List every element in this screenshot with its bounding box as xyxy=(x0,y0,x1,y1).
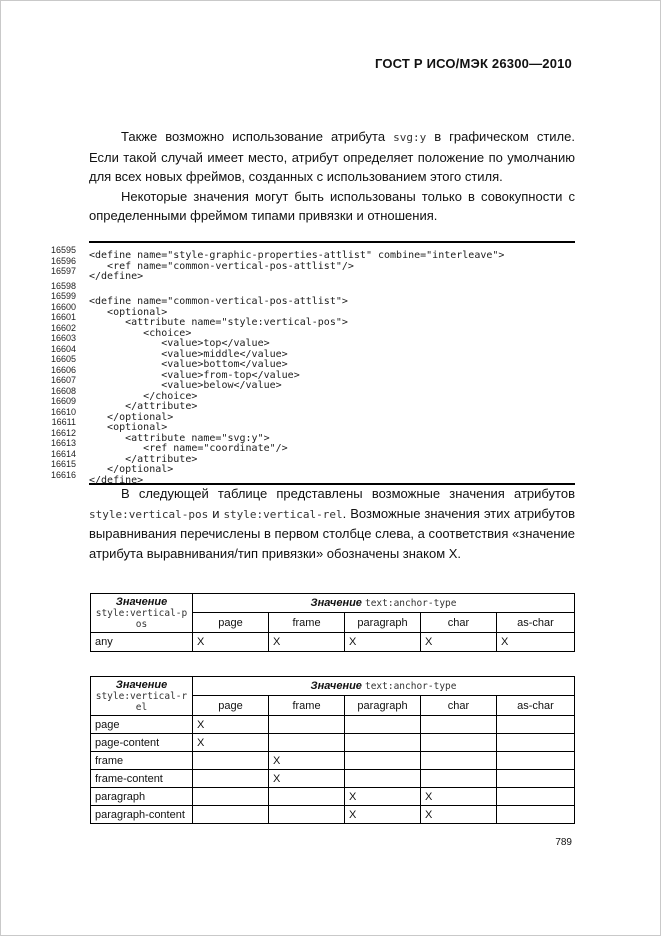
x-mark-cell: X xyxy=(193,633,269,652)
table-corner-header xyxy=(91,594,193,633)
empty-cell xyxy=(345,770,421,788)
x-mark-cell: X xyxy=(269,752,345,770)
column-header-frame: frame xyxy=(269,696,345,716)
code-line-number: 16604 xyxy=(50,343,76,354)
column-header-as-char: as-char xyxy=(497,696,575,716)
empty-cell xyxy=(193,806,269,824)
code-line-text: </attribute> xyxy=(89,401,198,412)
column-header-page: page xyxy=(193,696,269,716)
table-row xyxy=(91,770,575,788)
empty-cell xyxy=(497,752,575,770)
code-line-number: 16603 xyxy=(50,333,76,343)
column-header-paragraph: paragraph xyxy=(345,696,421,716)
inline-code-svg-y: svg:y xyxy=(393,131,427,144)
code-line-text: <ref name="common-vertical-pos-attlist"/> xyxy=(89,260,354,272)
code-line-number: 16608 xyxy=(50,385,76,396)
empty-cell xyxy=(421,770,497,788)
code-line-text: <define name="style-graphic-properties-attlist" combine="interleave"> xyxy=(89,250,505,261)
code-line xyxy=(50,280,575,292)
x-mark-cell: X xyxy=(345,788,421,806)
code-line-number: 16601 xyxy=(50,312,76,322)
anchor-type-span-header xyxy=(193,677,575,696)
table-row xyxy=(91,633,575,652)
x-mark-cell: X xyxy=(345,806,421,824)
empty-cell xyxy=(421,752,497,770)
vertical-rel-anchor-table xyxy=(90,676,575,824)
corner-header-label: Значение xyxy=(115,596,168,608)
code-line-text: <optional> xyxy=(89,422,168,433)
code-line-number: 16611 xyxy=(51,417,76,427)
code-line-number: 16616 xyxy=(50,469,76,480)
x-mark-cell: X xyxy=(421,633,497,652)
table-row xyxy=(91,752,575,770)
empty-cell xyxy=(193,788,269,806)
row-label: paragraph xyxy=(91,788,193,806)
code-line-text: <value>from-top</value> xyxy=(89,369,300,381)
document-header-title: ГОСТ Р ИСО/МЭК 26300—2010 xyxy=(374,56,572,71)
table-row xyxy=(91,788,575,806)
code-line-text: <attribute name="style:vertical-pos"> xyxy=(89,317,348,328)
span-header-label: Значение xyxy=(310,680,365,692)
empty-cell xyxy=(269,788,345,806)
column-header-paragraph: paragraph xyxy=(345,613,421,633)
code-listing xyxy=(50,241,575,486)
code-line-number: 16609 xyxy=(50,396,76,406)
empty-cell xyxy=(345,716,421,734)
empty-cell xyxy=(193,770,269,788)
row-label: any xyxy=(91,633,193,652)
code-line-text: <choice> xyxy=(89,327,192,339)
empty-cell xyxy=(345,734,421,752)
corner-header-attribute: style:vertical-rel xyxy=(95,691,188,713)
code-line-text: <value>bottom</value> xyxy=(89,359,288,370)
row-label: page xyxy=(91,716,193,734)
code-line-text: <value>middle</value> xyxy=(89,348,288,360)
code-line-text: </choice> xyxy=(89,390,198,402)
code-line-text: </optional> xyxy=(89,464,174,475)
x-mark-cell: X xyxy=(193,734,269,752)
column-header-char: char xyxy=(421,696,497,716)
empty-cell xyxy=(497,734,575,752)
corner-header-label: Значение xyxy=(115,679,168,691)
paragraph-following-table xyxy=(89,484,575,563)
corner-header-attribute: style:vertical-pos xyxy=(95,608,188,630)
code-line-number: 16596 xyxy=(50,255,76,266)
code-line-text: </optional> xyxy=(89,411,174,423)
code-line-number: 16613 xyxy=(50,438,76,448)
code-line-number: 16595 xyxy=(50,245,76,255)
code-line-text: <value>top</value> xyxy=(89,338,270,349)
row-label: frame-content xyxy=(91,770,193,788)
code-line-number: 16614 xyxy=(50,448,76,459)
empty-cell xyxy=(421,734,497,752)
code-line-number: 16598 xyxy=(50,280,76,291)
inline-code-vertical-rel: style:vertical-rel xyxy=(223,507,343,521)
span-header-attribute: text:anchor-type xyxy=(364,598,457,609)
column-header-frame: frame xyxy=(269,613,345,633)
x-mark-cell: X xyxy=(421,806,497,824)
empty-cell xyxy=(497,770,575,788)
table-row xyxy=(91,734,575,752)
empty-cell xyxy=(345,752,421,770)
code-line-text: <optional> xyxy=(89,306,168,318)
code-line xyxy=(50,266,575,282)
empty-cell xyxy=(497,716,575,734)
code-line-number: 16600 xyxy=(50,301,76,312)
row-label: page-content xyxy=(91,734,193,752)
span-header-label: Значение xyxy=(310,597,365,609)
column-header-as-char: as-char xyxy=(497,613,575,633)
code-line-number: 16610 xyxy=(50,406,76,417)
paragraph-text: и xyxy=(208,505,224,521)
anchor-type-span-header xyxy=(193,594,575,613)
code-block-lines xyxy=(50,245,575,486)
code-line-text: </define> xyxy=(89,474,144,486)
table-row xyxy=(91,806,575,824)
code-line-text: </define> xyxy=(89,271,144,282)
code-line-number: 16599 xyxy=(50,291,76,301)
empty-cell xyxy=(497,806,575,824)
x-mark-cell: X xyxy=(497,633,575,652)
inline-code-vertical-pos: style:vertical-pos xyxy=(89,507,209,521)
page-number: 789 xyxy=(555,837,572,848)
x-mark-cell: X xyxy=(269,633,345,652)
x-mark-cell: X xyxy=(421,788,497,806)
empty-cell xyxy=(269,806,345,824)
code-line-text: <value>below</value> xyxy=(89,380,282,391)
x-mark-cell: X xyxy=(193,716,269,734)
empty-cell xyxy=(497,788,575,806)
row-label: paragraph-content xyxy=(91,806,193,824)
column-header-char: char xyxy=(421,613,497,633)
paragraph-svg-y xyxy=(89,127,575,187)
code-line-number: 16606 xyxy=(50,364,76,375)
x-mark-cell: X xyxy=(345,633,421,652)
column-header-page: page xyxy=(193,613,269,633)
code-line-text: <attribute name="svg:y"> xyxy=(89,432,270,444)
empty-cell xyxy=(269,734,345,752)
code-line-number: 16605 xyxy=(50,354,76,364)
paragraph-text: Также возможно использование атрибута xyxy=(121,129,394,144)
empty-cell xyxy=(421,716,497,734)
code-line-number: 16612 xyxy=(50,427,76,438)
table-row xyxy=(91,716,575,734)
empty-cell xyxy=(193,752,269,770)
code-line-text: <ref name="coordinate"/> xyxy=(89,443,288,454)
code-line-number: 16615 xyxy=(50,459,76,469)
code-line-number: 16597 xyxy=(50,266,76,276)
code-line-number: 16602 xyxy=(50,322,76,333)
vertical-pos-anchor-table xyxy=(90,593,575,652)
intro-paragraphs xyxy=(89,127,575,226)
span-header-attribute: text:anchor-type xyxy=(364,681,457,692)
paragraph-text: в графическом стиле. Если такой случай имеет место, атрибут определяет положение по умолчанию для всех новых фреймов, созданных с использованием этого стиля. xyxy=(89,129,575,185)
code-line-text: <define name="common-vertical-pos-attlist"> xyxy=(89,296,348,307)
table-intro-paragraph xyxy=(89,484,575,563)
table-corner-header xyxy=(91,677,193,716)
paragraph-some-values: Некоторые значения могут быть использованы только в совокупности с определенными фреймом типами привязки и отношения. xyxy=(89,188,575,224)
empty-cell xyxy=(269,716,345,734)
paragraph-text: В следующей таблице представлены возможные значения атрибутов xyxy=(121,486,575,501)
code-line-text: </attribute> xyxy=(89,453,198,465)
paragraph-text: . Возможные значения этих атрибутов выравнивания перечислены в первом столбце слева, а соответствия «значение атрибута выравнивания/тип привязки» обозначены знаком X. xyxy=(89,505,575,561)
row-label: frame xyxy=(91,752,193,770)
code-line-number: 16607 xyxy=(50,375,76,385)
x-mark-cell: X xyxy=(269,770,345,788)
